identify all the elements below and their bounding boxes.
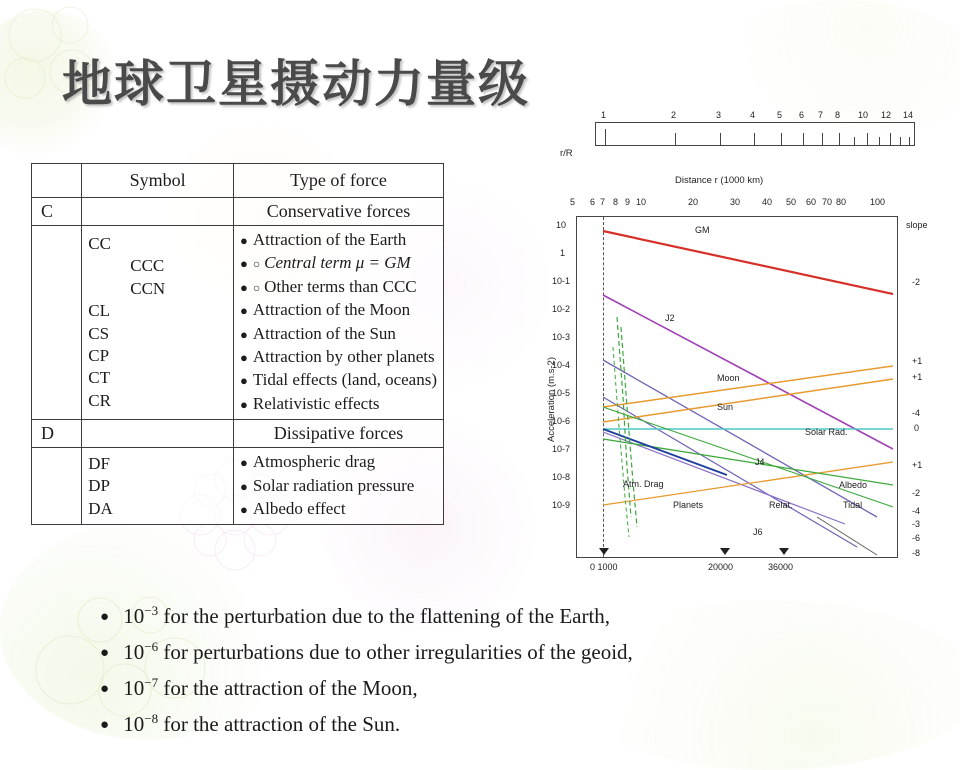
slope-value: -4	[912, 506, 921, 516]
y-tick-1e-7: 10-7	[552, 444, 571, 454]
marker-triangle-icon	[779, 548, 789, 555]
magnitude-value: $10^{-6}$	[123, 639, 159, 664]
bullet-icon: ●	[100, 717, 110, 733]
force-text: Attraction by other planets	[252, 347, 435, 367]
y-tick-1: 1	[560, 248, 566, 258]
list-item	[240, 498, 437, 521]
top-axis-ruler	[595, 122, 915, 146]
magnitude-value: $10^{-8}$	[123, 711, 159, 736]
top-axis-label: r/R	[560, 148, 573, 159]
x-tick-7: 7	[600, 197, 606, 207]
force-text: Attraction of the Earth	[252, 230, 407, 249]
slope-value: -2	[912, 277, 921, 287]
bottom-tick-20000: 20000	[708, 562, 734, 572]
magnitude-exponent: −8	[144, 711, 159, 726]
slope-header: slope	[906, 220, 928, 230]
top-tick-4: 4	[750, 110, 756, 120]
magnitude-text: for the attraction of the Sun.	[163, 712, 401, 736]
magnitude-text: for perturbations due to other irregularities of the geoid,	[163, 640, 633, 664]
force-text: Solar radiation pressure	[252, 475, 415, 495]
slope-value: 0	[914, 423, 920, 433]
magnitude-value: $10^{-3}$	[123, 603, 159, 628]
group-d-symbol-blank	[82, 420, 234, 448]
force-text: Attraction of the Moon	[252, 300, 411, 320]
group-c-spacer	[32, 226, 82, 420]
x-tick-8: 8	[613, 197, 619, 207]
y-tick-1e-6: 10-6	[552, 416, 571, 426]
group-d-forces	[234, 448, 444, 525]
force-text: Central term μ = GM	[264, 253, 411, 273]
table-header-symbol: Symbol	[82, 164, 234, 198]
y-tick-1e-4: 10-4	[552, 360, 571, 370]
series-label-albedo: Albedo	[839, 480, 868, 490]
x-tick-40: 40	[762, 197, 773, 207]
list-item	[240, 323, 437, 346]
bullet-hollow-icon: ○	[252, 257, 261, 272]
magnitude-exponent: −6	[144, 639, 159, 654]
magnitude-exponent: −3	[144, 603, 159, 618]
bullet-filled-icon: ●	[240, 350, 248, 366]
group-c-title: Conservative forces	[234, 198, 444, 226]
page-title: 地球卫星摄动力量级	[62, 55, 530, 113]
top-tick-7: 7	[818, 110, 824, 120]
table-header-row	[32, 164, 444, 198]
series-label-relat: Relat.	[769, 500, 793, 510]
group-c-symbols	[82, 226, 234, 420]
y-tick-10: 10	[556, 220, 567, 230]
list-item	[240, 229, 437, 252]
x-tick-70: 70	[822, 197, 833, 207]
force-text: Tidal effects (land, oceans)	[252, 370, 437, 390]
series-label-planets: Planets	[673, 500, 704, 510]
list-item	[100, 596, 860, 632]
series-label-moon: Moon	[717, 373, 740, 383]
list-item	[240, 299, 437, 322]
list-item	[240, 475, 437, 498]
list-item	[240, 369, 437, 392]
top-tick-2: 2	[671, 110, 677, 120]
bullet-filled-icon: ●	[240, 303, 248, 319]
list-item: CL	[88, 301, 110, 321]
x-tick-30: 30	[730, 197, 741, 207]
perturbation-magnitude-chart	[540, 112, 960, 582]
list-item	[240, 451, 437, 474]
top-tick-1: 1	[601, 110, 607, 120]
bullet-icon: ●	[100, 645, 110, 661]
series-label-j6: J6	[753, 527, 763, 537]
slope-value: -6	[912, 533, 921, 543]
list-item	[240, 393, 437, 416]
list-item: CR	[88, 390, 111, 410]
list-item: CCC	[130, 256, 165, 276]
list-item	[240, 346, 437, 369]
bullet-icon: ●	[100, 609, 110, 625]
bullet-filled-icon: ●	[240, 455, 248, 471]
series-label-j4: J4	[755, 457, 765, 467]
bullet-filled-icon: ●	[240, 326, 248, 342]
magnitude-exponent: −7	[144, 675, 159, 690]
list-item	[100, 632, 860, 668]
bullet-filled-icon: ●	[240, 233, 248, 248]
magnitude-text: for the perturbation due to the flattening of the Earth,	[163, 604, 611, 628]
top-tick-3: 3	[716, 110, 722, 120]
list-item: DP	[88, 476, 110, 496]
bullet-filled-icon: ●	[240, 256, 248, 272]
series-label-tidal: Tidal	[843, 500, 863, 510]
y-tick-1e-5: 10-5	[552, 388, 571, 398]
forces-table	[31, 163, 444, 525]
group-d-symbols	[82, 448, 234, 525]
list-item: CCN	[130, 278, 166, 298]
slope-value: -2	[912, 488, 921, 498]
top-tick-8: 8	[835, 110, 841, 120]
y-tick-1e-8: 10-8	[552, 472, 571, 482]
x-tick-60: 60	[806, 197, 817, 207]
table-row	[32, 198, 444, 226]
x-tick-6: 6	[590, 197, 596, 207]
series-label-atm-drag: Atm. Drag	[623, 479, 664, 489]
top-tick-14: 14	[903, 110, 914, 120]
table-header-blank	[32, 164, 82, 198]
force-text: Atmospheric drag	[252, 452, 376, 472]
y-tick-1e-2: 10-2	[552, 304, 571, 314]
list-item: CP	[88, 346, 110, 366]
bullet-hollow-icon: ○	[252, 280, 261, 295]
y-axis-title: Acceleration (m.s-2)	[546, 357, 557, 442]
marker-triangle-icon	[720, 548, 730, 555]
top-tick-10: 10	[858, 110, 869, 120]
group-code-d: D	[32, 420, 82, 448]
table-header-type-of-force: Type of force	[234, 164, 444, 198]
magnitude-text: for the attraction of the Moon,	[163, 676, 418, 700]
x-tick-5: 5	[570, 197, 576, 207]
x-tick-9: 9	[625, 197, 631, 207]
y-tick-1e-9: 10-9	[552, 500, 571, 510]
list-item	[240, 252, 437, 275]
x-tick-20: 20	[688, 197, 699, 207]
top-tick-6: 6	[799, 110, 805, 120]
table-row	[32, 226, 444, 420]
list-item: CT	[88, 368, 110, 388]
force-text: Relativistic effects	[252, 393, 380, 413]
marker-triangle-icon	[599, 548, 609, 555]
table-row	[32, 448, 444, 525]
slope-value: -4	[912, 408, 921, 418]
slope-value: +1	[912, 356, 923, 366]
group-c-forces	[234, 226, 444, 420]
list-item: CS	[88, 323, 110, 343]
series-label-gm: GM	[695, 225, 710, 235]
list-item	[240, 276, 437, 299]
table-row	[32, 420, 444, 448]
bullet-filled-icon: ●	[240, 373, 248, 389]
bullet-filled-icon: ●	[240, 478, 248, 494]
list-item: DA	[88, 498, 113, 518]
bottom-tick-36000: 36000	[768, 562, 794, 572]
x-tick-10: 10	[636, 197, 647, 207]
group-code-c: C	[32, 198, 82, 226]
bottom-tick-0-1000: 0 1000	[590, 562, 618, 572]
magnitude-list	[100, 596, 860, 740]
series-label-solar-rad: Solar Rad.	[805, 427, 848, 437]
slope-value: +1	[912, 372, 923, 382]
x-axis-title: Distance r (1000 km)	[675, 175, 764, 186]
slope-value: +1	[912, 460, 923, 470]
group-c-symbol-blank	[82, 198, 234, 226]
top-tick-12: 12	[881, 110, 892, 120]
bullet-filled-icon: ●	[240, 396, 248, 412]
y-tick-1e-3: 10-3	[552, 332, 571, 342]
x-tick-80: 80	[836, 197, 847, 207]
bullet-filled-icon: ●	[240, 279, 248, 295]
bullet-filled-icon: ●	[240, 502, 248, 518]
list-item	[100, 704, 860, 740]
y-tick-1e-1: 10-1	[552, 276, 571, 286]
list-item	[100, 668, 860, 704]
x-tick-50: 50	[786, 197, 797, 207]
bullet-icon: ●	[100, 681, 110, 697]
series-label-j2: J2	[665, 313, 675, 323]
force-text: Attraction of the Sun	[252, 323, 396, 343]
force-text: Other terms than CCC	[264, 276, 417, 296]
group-d-title: Dissipative forces	[234, 420, 444, 448]
list-item: DF	[88, 453, 110, 473]
x-tick-100: 100	[870, 197, 886, 207]
force-text: Albedo effect	[252, 499, 346, 519]
top-tick-5: 5	[777, 110, 783, 120]
group-d-spacer	[32, 448, 82, 525]
magnitude-value: $10^{-7}$	[123, 675, 159, 700]
slope-value: -3	[912, 519, 921, 529]
plot-area	[576, 216, 898, 558]
list-item: CC	[88, 234, 111, 253]
slope-value: -8	[912, 548, 921, 558]
series-label-sun: Sun	[717, 402, 734, 412]
